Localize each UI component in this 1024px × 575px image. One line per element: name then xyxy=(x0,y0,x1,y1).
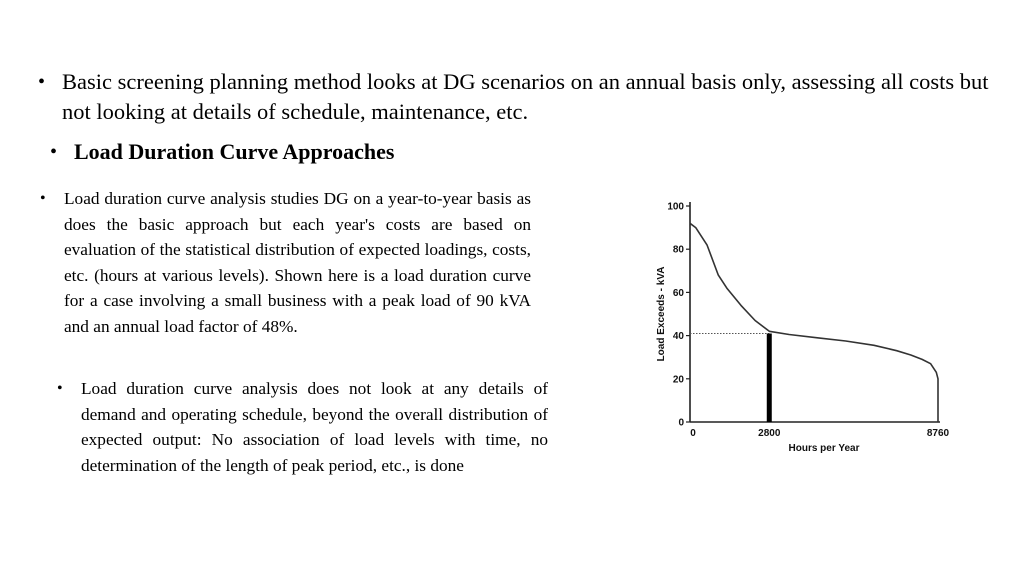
bullet-text: Load duration curve analysis does not look at any details of demand and operating schedule, beyond the overall distribution of expected output: No association of load levels with time, no determination of the length of peak period, etc., is done xyxy=(81,379,548,475)
y-tick-label: 20 xyxy=(672,374,684,386)
chart-annotations xyxy=(690,333,769,422)
chart-plot xyxy=(690,223,938,422)
y-tick-label: 0 xyxy=(678,417,684,429)
load-duration-chart xyxy=(640,190,960,470)
x-axis-label: Hours per Year xyxy=(788,443,860,454)
chart-labels xyxy=(656,267,860,454)
chart-axes xyxy=(690,202,940,422)
bullet-dot: • xyxy=(38,71,46,93)
y-tick-label: 80 xyxy=(672,244,684,256)
y-tick-label: 100 xyxy=(667,201,684,213)
x-tick-label: 2800 xyxy=(758,428,781,439)
bullet-ldc-analysis xyxy=(40,186,540,339)
y-tick-label: 60 xyxy=(672,287,684,299)
x-tick-label: 0 xyxy=(690,428,696,439)
bullet-load-duration-heading xyxy=(50,137,650,167)
bullet-text: Load duration curve analysis studies DG on a year-to-year basis as does the basic approach but each year's costs are based on evaluation of the statistical distribution of expected loadings, costs, etc. (hours at various levels). Shown here is a load duration curve for a case involving a small business with a peak load of 90 kVA and an annual load factor of 48%. xyxy=(64,189,531,336)
y-axis-label: Load Exceeds - kVA xyxy=(656,266,667,362)
bullet-dot: • xyxy=(57,380,63,397)
y-tick-label: 40 xyxy=(672,331,684,343)
bullet-dot: • xyxy=(50,141,58,163)
bullet-dot: • xyxy=(40,190,46,207)
section-heading: Load Duration Curve Approaches xyxy=(74,139,395,164)
bullet-ldc-limitations xyxy=(57,376,557,478)
chart-ticks xyxy=(667,202,949,440)
bullet-text: Basic screening planning method looks at DG scenarios on an annual basis only, assessing all costs but not looking at details of schedule, maintenance, etc. xyxy=(62,69,989,124)
x-tick-label: 8760 xyxy=(926,428,950,439)
bullet-basic-screening xyxy=(38,67,1008,127)
series-line-0 xyxy=(690,223,938,422)
